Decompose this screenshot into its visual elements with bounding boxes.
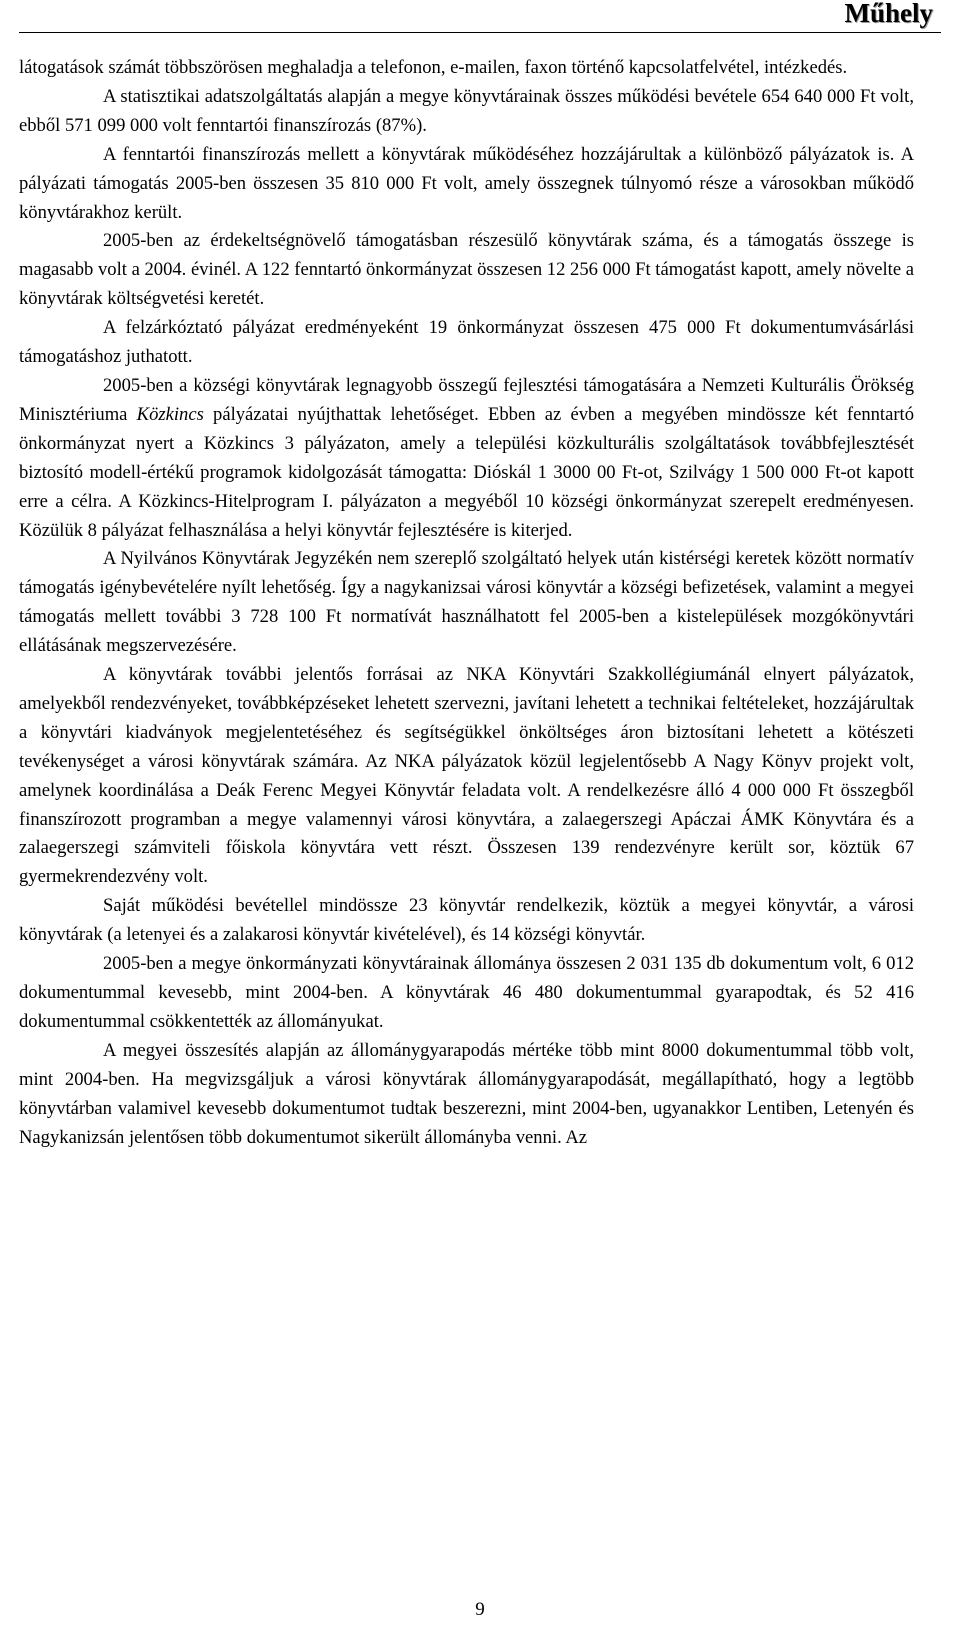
running-header [19, 0, 941, 33]
paragraph-5: A felzárkóztató pályázat eredményeként 19 önkormányzat összesen 475 000 Ft dokumentumvásárlási támogatáshoz juthatott. [19, 317, 914, 368]
paragraph-10: 2005-ben a megye önkormányzati könyvtárainak állománya összesen 2 031 135 db dokumentum volt, 6 012 dokumentummal kevesebb, mint 2004-ben. A könyvtárak 46 480 dokumentummal gyarapodtak, és 52 416 dokumentummal csökkentették az állományukat. [19, 953, 914, 1032]
paragraph-6-text-after: pályázatai nyújthattak lehetőséget. Ebben az évben a megyében mindössze két fenntartó önkormányzat nyert a Közkincs 3 pályázaton, amely a települési közkulturális szolgáltatások továbbfejlesztését biztosító modell-értékű programok kidolgozását támogatta: Dióskál 1 3000 00 Ft-ot, Szilvágy 1 500 000 Ft-ot kapott erre a célra. A Közkincs-Hitelprogram I. pályázaton a megyéből 10 községi önkormányzat szerepelt eredményesen. Közülük 8 pályázat felhasználása a helyi könyvtár fejlesztésére is kiterjed. [19, 403, 914, 541]
paragraph-7: A Nyilvános Könyvtárak Jegyzékén nem szereplő szolgáltató helyek után kistérségi keretek között normatív támogatás igénybevételére nyílt lehetőség. Így a nagykanizsai városi könyvtár a községi befizetések, valamint a megyei támogatás mellett további 3 728 100 Ft normatívát használhatott fel 2005-ben a kistelepülések mozgókönyvtári ellátásának megszervezésére. [19, 548, 914, 657]
section-title: Műhely [844, 0, 933, 28]
body-text [19, 54, 914, 1152]
paragraph-3: A fenntartói finanszírozás mellett a könyvtárak működéséhez hozzájárultak a különböző pályázatok is. A pályázati támogatás 2005-ben összesen 35 810 000 Ft volt, amely összegnek túlnyomó része a városokban működő könyvtárakhoz került. [19, 143, 914, 223]
paragraph-9: Saját működési bevétellel mindössze 23 könyvtár rendelkezik, köztük a megyei könyvtár, a városi könyvtárak (a letenyei és a zalakarosi könyvtár kivételével), és 14 községi könyvtár. [19, 895, 914, 946]
paragraph-6-emphasis: Közkincs [136, 403, 204, 425]
paragraph-6-text-before: 2005-ben a községi könyvtárak legnagyobb összegű fejlesztési támogatására a Nemzeti Kulturális Örökség Minisztériuma [19, 374, 914, 425]
paragraph-11: A megyei összesítés alapján az állománygyarapodás mértéke több mint 8000 dokumentummal több volt, mint 2004-ben. Ha megvizsgáljuk a városi könyvtárak állománygyarapodását, megállapítható, hogy a legtöbb könyvtárban valamivel kevesebb dokumentumot tudtak beszerezni, mint 2004-ben, ugyanakkor Lentiben, Letenyén és Nagykanizsán jelentősen több dokumentumot sikerült állományba venni. Az [19, 1039, 914, 1148]
paragraph-2: A statisztikai adatszolgáltatás alapján a megye könyvtárainak összes működési bevétele 654 640 000 Ft volt, ebből 571 099 000 volt fenntartói finanszírozás (87%). [19, 85, 914, 136]
paragraph-4: 2005-ben az érdekeltségnövelő támogatásban részesülő könyvtárak száma, és a támogatás összege is magasabb volt a 2004. évinél. A 122 fenntartó önkormányzat összesen 12 256 000 Ft támogatást kapott, amely növelte a könyvtárak költségvetési keretét. [19, 230, 914, 310]
paragraph-8: A könyvtárak további jelentős forrásai az NKA Könyvtári Szakkollégiumánál elnyert pályázatok, amelyekből rendezvényeket, továbbképzéseket lehetett szervezni, javítani lehetett a technikai feltételeket, hozzájárultak a könyvtári kiadványok megjelentetéséhez és segítségükkel önköltséges áron biztosítani lehetett a kötészeti tevékenységet a városi könyvtárak számára. Az NKA pályázatok közül legjelentősebb A Nagy Könyv projekt volt, amelynek koordinálása a Deák Ferenc Megyei Könyvtár feladata volt. A rendelkezésre álló 4 000 000 Ft összegből finanszírozott programban a megye valamennyi városi könyvtára, a zalaegerszegi Apáczai ÁMK Könyvtára és a zalaegerszegi számviteli főiskola könyvtára vett részt. Összesen 139 rendezvényre került sor, köztük 67 gyermekrendezvény volt. [19, 664, 914, 888]
paragraph-1: látogatások számát többszörösen meghaladja a telefonon, e-mailen, faxon történő kapcsolatfelvétel, intézkedés. [19, 57, 848, 78]
paragraph-6 [19, 372, 914, 545]
page-number: 9 [475, 1599, 485, 1620]
